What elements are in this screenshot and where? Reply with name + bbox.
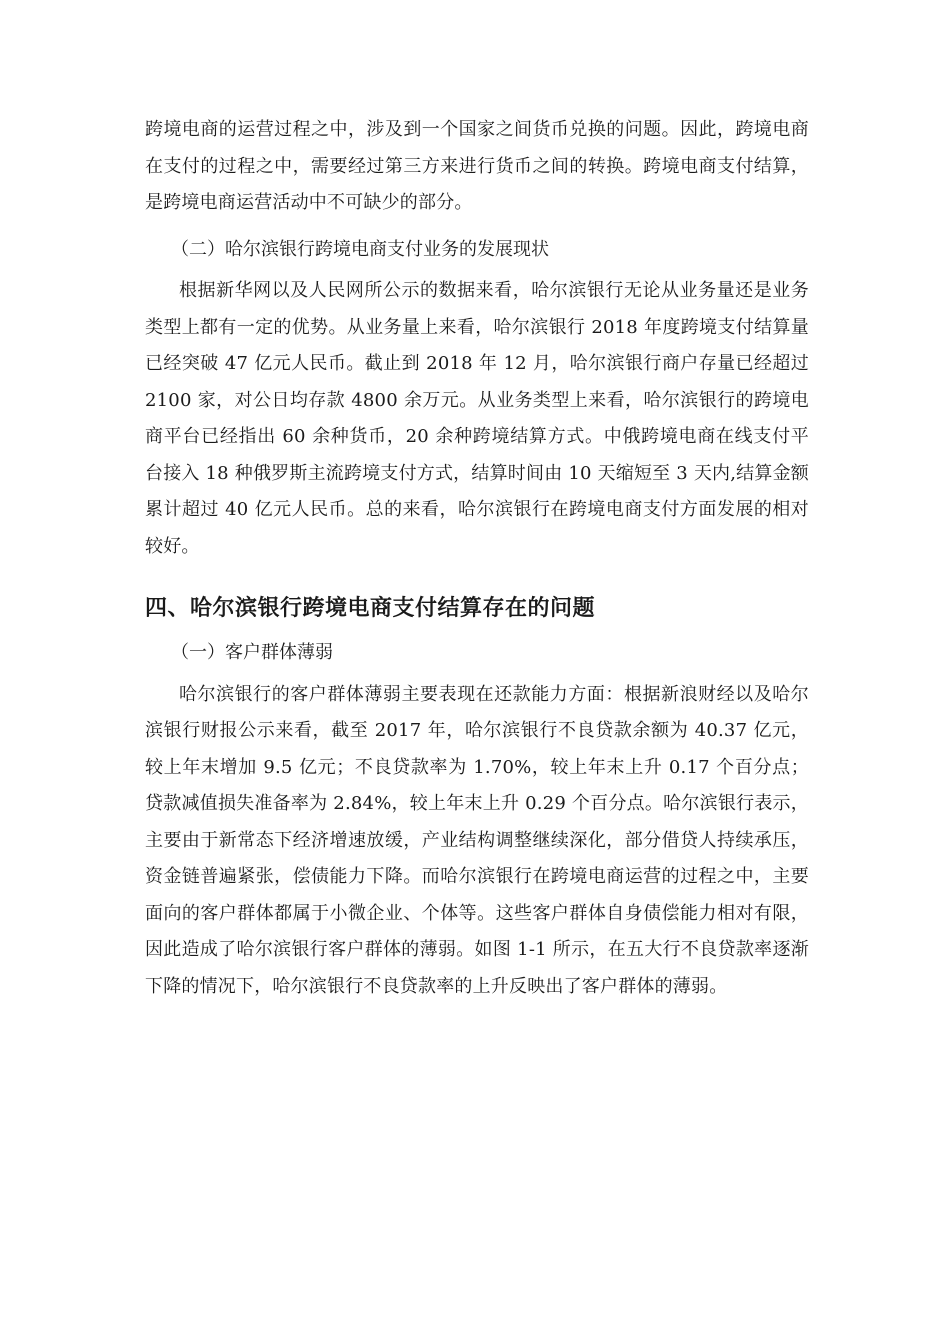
subheading-development-status: （二）哈尔滨银行跨境电商支付业务的发展现状 xyxy=(171,238,549,260)
paragraph-development-status: 根据新华网以及人民网所公示的数据来看，哈尔滨银行无论从业务量还是业务类型上都有一定的优势。从业务量上来看，哈尔滨银行 2018 年度跨境支付结算量已经突破 47 亿元人民币。截止到 2018 年 12 月，哈尔滨银行商户存量已经超过 2100 家，对公日均存款 4800 余万元。从业务类型上来看，哈尔滨银行的跨境电商平台已经指出 60 余种货币，20 余种跨境结算方式。中俄跨境电商在线支付平台接入 18 种俄罗斯主流跨境支付方式，结算时间由 10 天缩短至 3 天内,结算金额累计超过 40 亿元人民币。总的来看，哈尔滨银行在跨境电商支付方面发展的相对较好。 xyxy=(145,280,809,557)
spacer xyxy=(145,222,809,232)
subheading-weak-customers: （一）客户群体薄弱 xyxy=(171,642,333,663)
document-body xyxy=(145,112,809,1005)
section-heading-problems: 四、哈尔滨银行跨境电商支付结算存在的问题 xyxy=(145,596,596,621)
paragraph-weak-customers: 哈尔滨银行的客户群体薄弱主要表现在还款能力方面：根据新浪财经以及哈尔滨银行财报公示来看，截至 2017 年，哈尔滨银行不良贷款余额为 40.37 亿元，较上年末增加 9.5 亿元；不良贷款率为 1.70%，较上年末上升 0.17 个百分点；贷款减值损失准备率为 2.84%，较上年末上升 0.29 个百分点。哈尔滨银行表示，主要由于新常态下经济增速放缓，产业结构调整继续深化，部分借贷人持续承压，资金链普遍紧张，偿债能力下降。而哈尔滨银行在跨境电商运营的过程之中，主要面向的客户群体都属于小微企业、个体等。这些客户群体自身债偿能力相对有限，因此造成了哈尔滨银行客户群体的薄弱。如图 1-1 所示，在五大行不良贷款率逐渐下降的情况下，哈尔滨银行不良贷款率的上升反映出了客户群体的薄弱。 xyxy=(145,683,809,997)
paragraph-intro: 跨境电商的运营过程之中，涉及到一个国家之间货币兑换的问题。因此，跨境电商在支付的过程之中，需要经过第三方来进行货币之间的转换。跨境电商支付结算，是跨境电商运营活动中不可缺少的部分。 xyxy=(145,119,809,213)
